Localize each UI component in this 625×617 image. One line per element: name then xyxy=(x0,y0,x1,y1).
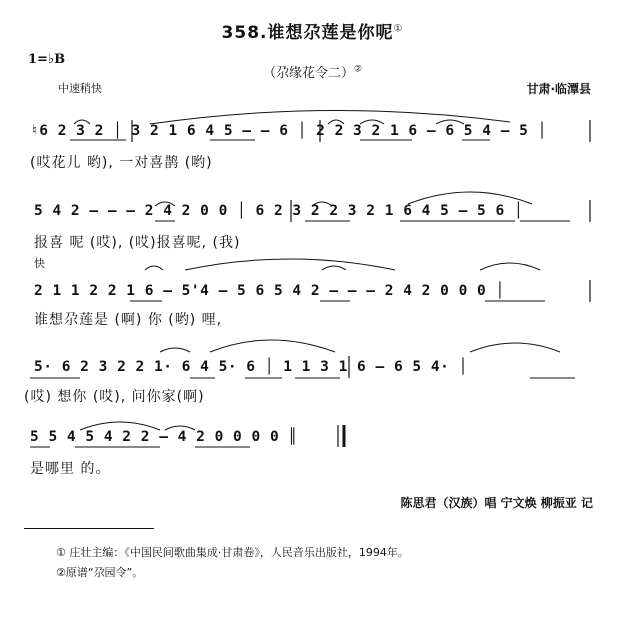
notation-row: 5 4 2 – – – 2 4 2 0 0 │ 6 2 3 2 2 3 2 1 6 4 5 – 5 6 │ xyxy=(34,203,524,219)
footnote-1: ① 庄壮主编：《中国民间歌曲集成·甘肃卷》，人民音乐出版社，1994年。 xyxy=(56,546,409,559)
lyrics-row: 报喜 呢 (哎), (哎)报喜呢, (我) xyxy=(34,235,241,251)
song-title: 358.谁想尕莲是你呢① xyxy=(221,23,404,43)
footnote-2: ②原谱“尕园令”。 xyxy=(56,566,144,579)
notation-row: 5 5 4 5 4 2 2 – 4 2 0 0 0 0 ║ xyxy=(30,429,298,445)
lyrics-row: (哎) 想你 (哎), 问你家(啊) xyxy=(24,389,205,405)
lyrics-row: 谁想尕莲是 (啊) 你 (哟) 哩, xyxy=(34,312,223,328)
tempo-marking: 中速稍快 xyxy=(58,82,102,95)
notation-row: ♮6 2 3 2 │ 3 2 1 6 4 5 – – 6 │ 2 2 3 2 1 6 – 6 5 4 – 5 │ xyxy=(30,123,547,139)
song-subtitle: （尕缘花令二）② xyxy=(262,64,363,81)
lyrics-row: 是哪里 的。 xyxy=(30,461,111,477)
performer-credit: 陈思君（汉族）唱 宁文焕 柳振亚 记 xyxy=(400,496,593,510)
lyrics-row: (哎花儿 哟), 一对喜鹊 (哟) xyxy=(30,155,213,171)
notation-row: 5· 6 2 3 2 2 1· 6 4 5· 6 │ 1 1 3 1 6 – 6 5 4· │ xyxy=(34,359,468,375)
footnote-divider xyxy=(24,528,154,529)
region-label: 甘肃·临潭县 xyxy=(526,82,591,96)
notation-row: 2 1 1 2 2 1 6 – 5'4 – 5 6 5 4 2 – – – 2 4 2 0 0 0 │ xyxy=(34,283,505,299)
key-signature: 1=♭B xyxy=(28,52,66,67)
fast-mark: 快 xyxy=(34,257,45,270)
